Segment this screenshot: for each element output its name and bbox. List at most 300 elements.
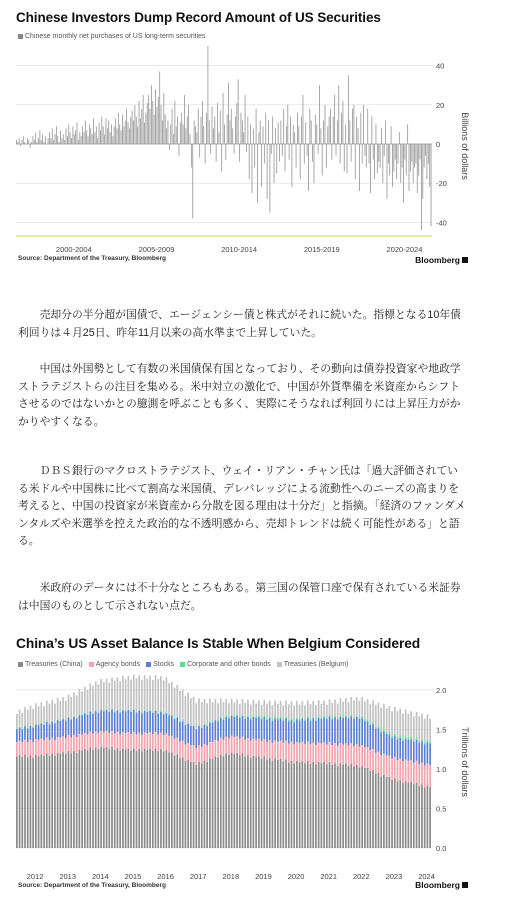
bar-segment bbox=[282, 743, 284, 761]
bar-segment bbox=[16, 714, 18, 729]
bar-segment bbox=[147, 733, 149, 750]
bar bbox=[123, 126, 124, 144]
bar bbox=[391, 126, 392, 144]
bar-segment bbox=[168, 715, 170, 716]
bar bbox=[90, 128, 91, 144]
bar-segment bbox=[236, 736, 238, 753]
bar-segment bbox=[51, 721, 53, 722]
bar bbox=[326, 144, 327, 168]
bar-segment bbox=[98, 713, 100, 734]
bar bbox=[117, 128, 118, 144]
bar-segment bbox=[312, 762, 314, 848]
bar-segment bbox=[331, 765, 333, 848]
bar-segment bbox=[350, 716, 352, 743]
bar-segment bbox=[225, 737, 227, 754]
bar bbox=[267, 144, 268, 199]
bar bbox=[336, 144, 337, 156]
bar bbox=[194, 120, 195, 144]
bar-segment bbox=[35, 724, 37, 725]
bar-segment bbox=[92, 750, 94, 848]
bar-segment bbox=[258, 715, 260, 717]
bar bbox=[66, 128, 67, 144]
bar-segment bbox=[174, 739, 176, 756]
bar-segment bbox=[62, 719, 64, 736]
bar bbox=[422, 144, 423, 199]
bar-segment bbox=[329, 715, 331, 717]
bar bbox=[81, 136, 82, 144]
bar-segment bbox=[375, 753, 377, 774]
bar-segment bbox=[198, 726, 200, 745]
bar-segment bbox=[318, 700, 320, 716]
bar-segment bbox=[217, 720, 219, 721]
bar-segment bbox=[130, 712, 132, 734]
bar-segment bbox=[65, 720, 67, 721]
bar-segment bbox=[397, 711, 399, 737]
bar bbox=[297, 113, 298, 144]
bar-segment bbox=[342, 702, 344, 717]
bar-segment bbox=[195, 765, 197, 848]
bar-segment bbox=[301, 701, 303, 717]
bar-segment bbox=[57, 698, 59, 720]
chart1-brand bbox=[415, 255, 468, 265]
bar-segment bbox=[114, 681, 116, 712]
bar bbox=[71, 138, 72, 144]
bar-segment bbox=[234, 737, 236, 754]
bar-segment bbox=[89, 684, 91, 711]
bar-segment bbox=[160, 749, 162, 848]
bar bbox=[344, 144, 345, 171]
bar-segment bbox=[372, 770, 374, 848]
bar-segment bbox=[421, 739, 423, 741]
bar bbox=[152, 101, 153, 144]
bar-segment bbox=[51, 722, 53, 738]
bar-segment bbox=[136, 713, 138, 735]
bar-segment bbox=[394, 778, 396, 848]
bar bbox=[53, 140, 54, 144]
bar-segment bbox=[179, 758, 181, 848]
bar bbox=[119, 124, 120, 144]
bar-segment bbox=[380, 730, 382, 732]
bar-segment bbox=[171, 715, 173, 716]
bar-segment bbox=[95, 731, 97, 747]
bar bbox=[351, 144, 352, 162]
bar-segment bbox=[272, 721, 274, 743]
bar bbox=[140, 119, 141, 144]
bar-segment bbox=[321, 719, 323, 744]
bar-segment bbox=[288, 721, 290, 743]
bar-segment bbox=[301, 761, 303, 848]
bar-segment bbox=[364, 747, 366, 768]
bar bbox=[218, 132, 219, 144]
bar-segment bbox=[152, 734, 154, 751]
bar-segment bbox=[424, 788, 426, 848]
bar bbox=[28, 140, 29, 144]
bar bbox=[331, 144, 332, 160]
bar bbox=[157, 107, 158, 144]
bar-segment bbox=[119, 713, 121, 735]
bar-segment bbox=[179, 722, 181, 742]
bar bbox=[214, 117, 215, 144]
bar bbox=[89, 124, 90, 144]
bar bbox=[254, 144, 255, 168]
bar-segment bbox=[269, 758, 271, 848]
bar bbox=[287, 105, 288, 144]
bar bbox=[209, 120, 210, 144]
bar-segment bbox=[312, 718, 314, 742]
bar-segment bbox=[285, 718, 287, 740]
bar-segment bbox=[138, 675, 140, 710]
bar-segment bbox=[429, 744, 431, 765]
bar bbox=[38, 138, 39, 144]
bar-segment bbox=[209, 698, 211, 721]
bar-segment bbox=[383, 754, 385, 775]
bar-segment bbox=[174, 719, 176, 739]
bar-segment bbox=[378, 773, 380, 848]
bar-segment bbox=[359, 747, 361, 768]
bar bbox=[330, 109, 331, 144]
bar-segment bbox=[280, 759, 282, 848]
bar-segment bbox=[43, 740, 45, 756]
bar-segment bbox=[65, 738, 67, 754]
bar bbox=[150, 109, 151, 144]
bar-segment bbox=[43, 724, 45, 725]
bar bbox=[111, 124, 112, 144]
bar-segment bbox=[318, 762, 320, 848]
bar-segment bbox=[372, 724, 374, 749]
bar-segment bbox=[383, 731, 385, 753]
bar bbox=[228, 83, 229, 144]
bar-segment bbox=[408, 740, 410, 761]
bar bbox=[158, 97, 159, 144]
bar-segment bbox=[378, 726, 380, 728]
bar-segment bbox=[92, 734, 94, 750]
bar-segment bbox=[95, 711, 97, 731]
bar bbox=[159, 71, 160, 144]
bar-segment bbox=[231, 736, 233, 753]
bar-segment bbox=[234, 702, 236, 715]
bar-segment bbox=[261, 759, 263, 848]
bar-segment bbox=[356, 715, 358, 717]
bar-segment bbox=[228, 738, 230, 755]
bar bbox=[196, 132, 197, 144]
bar-segment bbox=[228, 718, 230, 738]
bar-segment bbox=[114, 750, 116, 848]
bar-segment bbox=[250, 758, 252, 848]
bar-segment bbox=[168, 736, 170, 753]
bar bbox=[184, 95, 185, 144]
bar bbox=[309, 109, 310, 144]
bar-segment bbox=[225, 717, 227, 737]
bar-segment bbox=[280, 701, 282, 717]
bar-segment bbox=[65, 701, 67, 720]
bar bbox=[334, 95, 335, 144]
bar-segment bbox=[92, 686, 94, 713]
bar-segment bbox=[266, 760, 268, 848]
bar-segment bbox=[244, 719, 246, 740]
bar-segment bbox=[304, 763, 306, 848]
bar-segment bbox=[81, 750, 83, 848]
bar bbox=[245, 95, 246, 144]
bar-segment bbox=[340, 717, 342, 743]
bar bbox=[77, 122, 78, 144]
bar bbox=[261, 144, 262, 187]
bar-segment bbox=[386, 734, 388, 756]
bar-segment bbox=[119, 751, 121, 848]
bar-segment bbox=[293, 763, 295, 848]
bar-segment bbox=[30, 725, 32, 726]
bar bbox=[253, 128, 254, 144]
bar-segment bbox=[185, 744, 187, 761]
bar-segment bbox=[51, 754, 53, 848]
bar-segment bbox=[255, 740, 257, 757]
bar-segment bbox=[182, 721, 184, 741]
bar-segment bbox=[100, 709, 102, 710]
y-tick-label: 0.5 bbox=[436, 804, 447, 814]
bar bbox=[188, 105, 189, 144]
bar-segment bbox=[60, 721, 62, 738]
bar bbox=[137, 126, 138, 144]
bar-segment bbox=[171, 682, 173, 715]
bar bbox=[333, 117, 334, 144]
x-tick-label: 2023 bbox=[385, 872, 403, 881]
bloomberg-mark-icon bbox=[462, 882, 468, 888]
bar-segment bbox=[340, 715, 342, 717]
bar-segment bbox=[73, 716, 75, 717]
bar-segment bbox=[95, 747, 97, 848]
bar-segment bbox=[214, 740, 216, 757]
bar-segment bbox=[408, 714, 410, 738]
bar-segment bbox=[236, 716, 238, 736]
bar bbox=[212, 107, 213, 144]
bar-segment bbox=[361, 766, 363, 848]
bar-segment bbox=[253, 756, 255, 848]
bar bbox=[103, 126, 104, 144]
bar bbox=[72, 126, 73, 144]
chart2-source: Source: Department of the Treasury, Bloomberg bbox=[18, 882, 166, 889]
bar-segment bbox=[73, 735, 75, 751]
bar bbox=[224, 124, 225, 144]
bar-segment bbox=[138, 733, 140, 750]
bar-segment bbox=[397, 760, 399, 781]
x-tick-label: 2024 bbox=[418, 872, 435, 881]
bar-segment bbox=[223, 720, 225, 740]
bar-segment bbox=[282, 721, 284, 743]
bar bbox=[345, 124, 346, 144]
bar bbox=[425, 144, 426, 156]
bar-segment bbox=[176, 754, 178, 848]
bar-segment bbox=[32, 727, 34, 728]
bar-segment bbox=[127, 709, 129, 710]
bar bbox=[322, 144, 323, 175]
bar-segment bbox=[301, 719, 303, 742]
bar-segment bbox=[397, 782, 399, 848]
bar bbox=[238, 79, 239, 144]
bar-segment bbox=[247, 715, 249, 717]
bar-segment bbox=[38, 706, 40, 724]
bar-segment bbox=[38, 725, 40, 740]
bar bbox=[365, 144, 366, 156]
bar-segment bbox=[27, 728, 29, 729]
bar bbox=[92, 134, 93, 144]
article-paragraph-1: 売却分の半分超が国債で、エージェンシー債と株式がそれに続いた。指標となる10年債利回りは４月25日、昨年11月以来の高水準まで上昇していた。 bbox=[18, 309, 461, 339]
bar-segment bbox=[130, 751, 132, 848]
chart1-plot bbox=[10, 6, 472, 268]
bar bbox=[337, 120, 338, 144]
chart2-legend-label: Treasuries (China) bbox=[25, 661, 83, 668]
bar bbox=[290, 117, 291, 144]
bar-segment bbox=[98, 749, 100, 848]
bar-segment bbox=[119, 681, 121, 712]
bar-segment bbox=[108, 712, 110, 733]
bar-segment bbox=[166, 734, 168, 751]
bar-segment bbox=[356, 765, 358, 848]
bar-segment bbox=[427, 740, 429, 742]
bar-segment bbox=[214, 719, 216, 720]
bar bbox=[296, 144, 297, 168]
bar-segment bbox=[234, 717, 236, 737]
bar bbox=[283, 109, 284, 144]
bar-segment bbox=[114, 712, 116, 733]
bar-segment bbox=[168, 715, 170, 735]
bar bbox=[168, 120, 169, 144]
bar-segment bbox=[163, 680, 165, 713]
bar-segment bbox=[247, 717, 249, 738]
bar-segment bbox=[166, 713, 168, 733]
bar-segment bbox=[386, 732, 388, 734]
chart2-plot bbox=[10, 634, 472, 896]
bar-segment bbox=[155, 710, 157, 711]
bar-segment bbox=[21, 728, 23, 729]
bar bbox=[132, 111, 133, 144]
bar bbox=[165, 115, 166, 144]
bar-segment bbox=[323, 701, 325, 716]
bar-segment bbox=[212, 702, 214, 721]
bar bbox=[232, 128, 233, 144]
bar-segment bbox=[386, 777, 388, 848]
bar bbox=[223, 93, 224, 144]
bar-segment bbox=[198, 698, 200, 725]
bar-segment bbox=[103, 710, 105, 711]
bar bbox=[236, 103, 237, 144]
bar-segment bbox=[171, 752, 173, 848]
bar bbox=[298, 126, 299, 144]
bar-segment bbox=[350, 764, 352, 848]
bar bbox=[403, 144, 404, 203]
bar-segment bbox=[236, 753, 238, 848]
chart2-legend-label: Corporate and other bonds bbox=[187, 661, 271, 668]
bar-segment bbox=[253, 715, 255, 717]
bar-segment bbox=[149, 676, 151, 710]
bar bbox=[155, 89, 156, 144]
bar bbox=[308, 144, 309, 191]
bar-segment bbox=[214, 699, 216, 719]
bar bbox=[400, 144, 401, 183]
bar bbox=[104, 134, 105, 144]
bar bbox=[130, 117, 131, 144]
bar-segment bbox=[119, 734, 121, 750]
bar-segment bbox=[263, 700, 265, 715]
bar-segment bbox=[103, 732, 105, 748]
bar-segment bbox=[138, 710, 140, 711]
bar-segment bbox=[274, 718, 276, 740]
article-paragraph-3: ＤＢＳ銀行のマクロストラテジスト、ウェイ・リアン・チャン氏は「過大評価されている米ドルや中国株に比べて割高な米国債、デレバレッジによる流動性へのニーズの高まりを考えると、中国の投資家が米資産から分散を図る理由は十分だ」と指摘。「経済のファンダメンタルズや米選挙を控えた政治的な不透明感から、売却トレンドは続く可能性がある」と語る。 bbox=[18, 465, 466, 547]
bar-segment bbox=[310, 721, 312, 745]
bar-segment bbox=[310, 744, 312, 763]
bar-segment bbox=[307, 761, 309, 848]
bar-segment bbox=[60, 754, 62, 848]
bar-segment bbox=[315, 764, 317, 848]
bar-segment bbox=[405, 781, 407, 848]
bar-segment bbox=[429, 787, 431, 848]
bar-segment bbox=[76, 719, 78, 737]
bar-segment bbox=[168, 752, 170, 848]
bar bbox=[358, 128, 359, 144]
bar-segment bbox=[386, 756, 388, 777]
article-paragraph-4: 米政府のデータには不十分なところもある。第三国の保管口座で保有されている米証券は中国のものとして示されない点だ。 bbox=[18, 582, 461, 612]
bar-segment bbox=[255, 703, 257, 716]
bar-segment bbox=[375, 727, 377, 729]
bar-segment bbox=[136, 751, 138, 848]
bar-segment bbox=[220, 738, 222, 755]
bar-segment bbox=[103, 682, 105, 710]
bar-segment bbox=[32, 709, 34, 727]
bar-segment bbox=[242, 753, 244, 848]
y-axis-label: Billions of dollars bbox=[460, 112, 470, 180]
bar-segment bbox=[369, 750, 371, 771]
bar-segment bbox=[70, 719, 72, 720]
bar-segment bbox=[410, 739, 412, 760]
bar bbox=[169, 144, 170, 150]
bar bbox=[50, 138, 51, 144]
bar-segment bbox=[68, 751, 70, 848]
bar-segment bbox=[111, 677, 113, 708]
bar-segment bbox=[391, 759, 393, 780]
bar-segment bbox=[315, 705, 317, 719]
bar-segment bbox=[127, 749, 129, 848]
bar-segment bbox=[367, 699, 369, 719]
bar bbox=[63, 134, 64, 144]
bar-segment bbox=[168, 683, 170, 715]
bar-segment bbox=[244, 717, 246, 719]
bar-segment bbox=[408, 761, 410, 783]
bar bbox=[392, 144, 393, 187]
bar bbox=[201, 117, 202, 144]
bar-segment bbox=[38, 756, 40, 848]
bar bbox=[101, 117, 102, 144]
bar-segment bbox=[242, 737, 244, 754]
bar-segment bbox=[288, 762, 290, 848]
bar-segment bbox=[21, 729, 23, 742]
bar-segment bbox=[372, 722, 374, 724]
bar-segment bbox=[340, 698, 342, 715]
bar-segment bbox=[299, 704, 301, 718]
bar bbox=[216, 144, 217, 162]
bar-segment bbox=[244, 757, 246, 848]
bar bbox=[207, 46, 208, 144]
bar-segment bbox=[206, 762, 208, 848]
bar bbox=[388, 144, 389, 164]
bar-segment bbox=[206, 726, 208, 745]
bar-segment bbox=[312, 717, 314, 719]
bar-segment bbox=[380, 776, 382, 848]
bar-segment bbox=[378, 728, 380, 752]
bar-segment bbox=[277, 742, 279, 760]
bar-segment bbox=[421, 714, 423, 739]
bar bbox=[166, 128, 167, 144]
bar bbox=[305, 122, 306, 144]
bar bbox=[176, 126, 177, 144]
bar-segment bbox=[117, 732, 119, 748]
